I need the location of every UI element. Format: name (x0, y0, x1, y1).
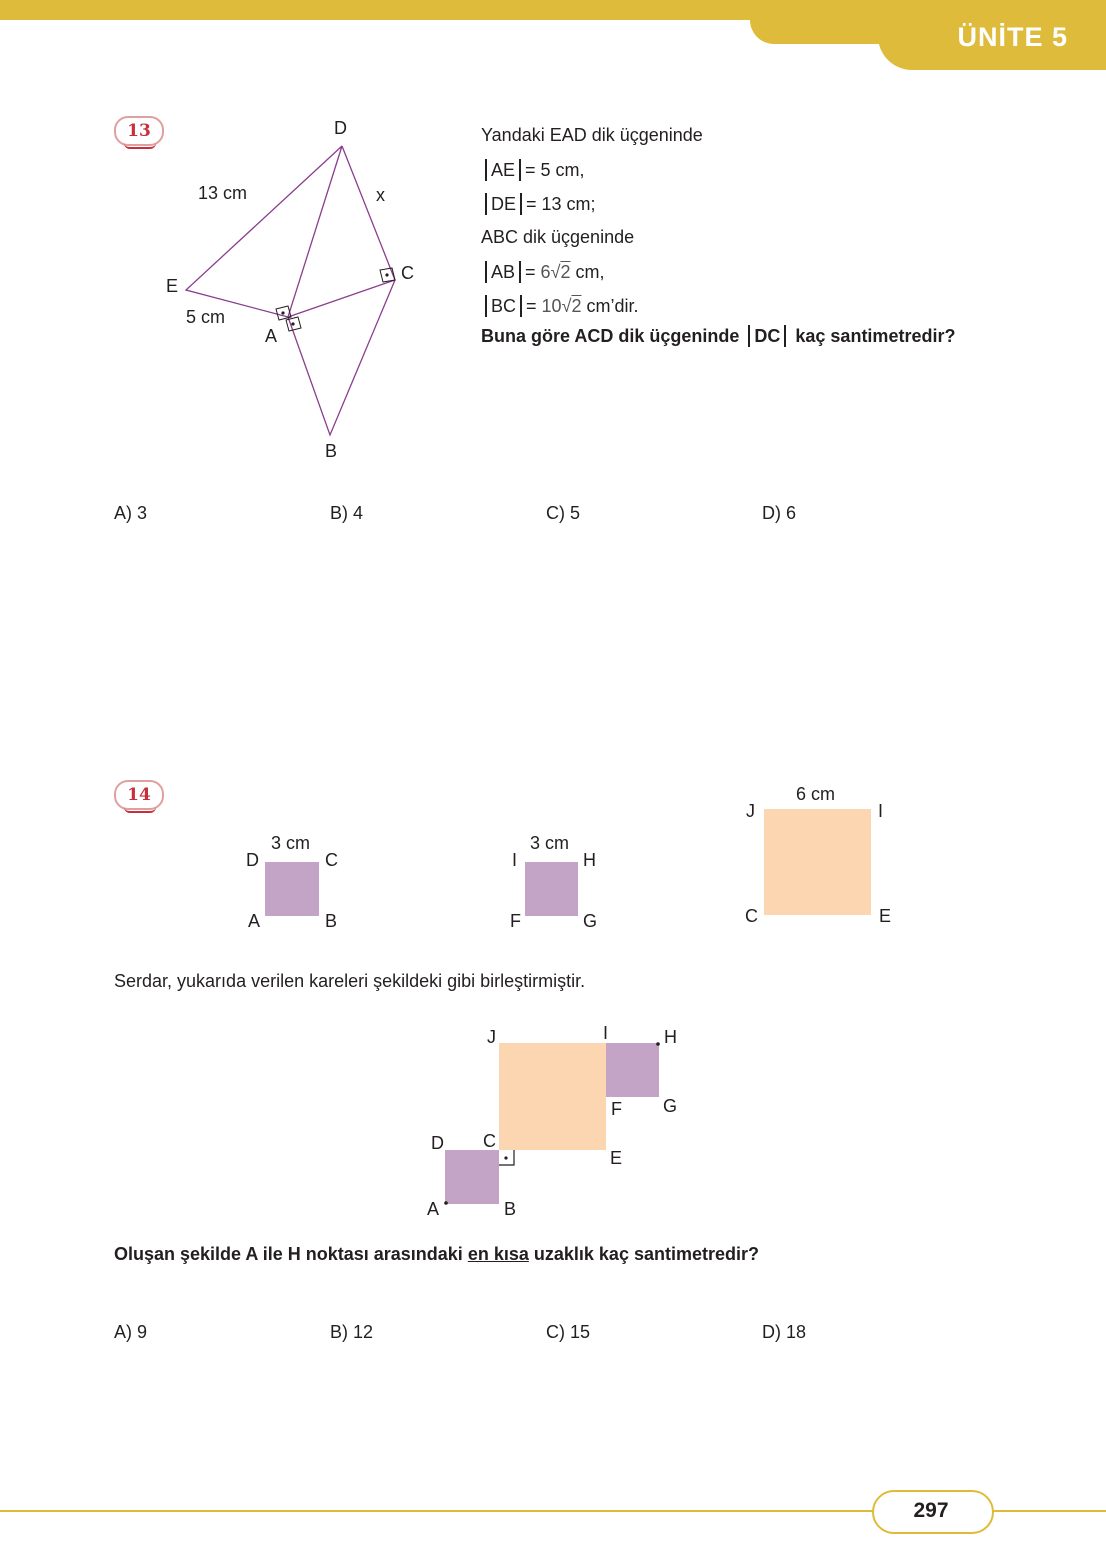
q13-ae-line: AE = 5 cm, (481, 159, 585, 181)
sq1-label-a: A (248, 911, 261, 931)
q13-line1: Yandaki EAD dik üçgeninde (481, 125, 703, 145)
label-b: B (325, 441, 338, 461)
q13-ab-line: AB = 6√2 cm, (481, 261, 604, 283)
label-13cm: 13 cm (198, 183, 248, 203)
combined-label-i: I (603, 1023, 609, 1043)
q14-option-a[interactable]: A) 9 (114, 1322, 148, 1342)
q13-question: Buna göre ACD dik üçgeninde DC kaç santimetredir? (481, 326, 956, 346)
q14-statement: Serdar, yukarıda verilen kareleri şekildeki gibi birleştirmiştir. (114, 971, 586, 991)
sq2-label-g: G (583, 911, 598, 931)
page-number: 297 (913, 1499, 949, 1522)
question-14-number: 14 (114, 780, 164, 810)
unit-label: ÜNİTE 5 (957, 22, 1068, 52)
combined-label-g: G (663, 1096, 678, 1116)
question-13-number: 13 (114, 116, 164, 146)
q14-option-b[interactable]: B) 12 (330, 1322, 374, 1342)
label-x: x (376, 185, 385, 205)
label-5cm: 5 cm (186, 307, 226, 327)
sq3-label-e: E (879, 906, 892, 926)
label-c: C (401, 263, 414, 283)
q13-bc-line: BC = 10√2 cm’dir. (481, 295, 639, 317)
combined-label-e: E (610, 1148, 623, 1168)
label-a: A (265, 326, 278, 346)
q13-option-d[interactable]: D) 6 (762, 503, 797, 523)
sq3-side-label: 6 cm (796, 784, 836, 804)
combined-label-b: B (504, 1199, 517, 1219)
dot-c2 (504, 1156, 507, 1159)
sq3-label-c: C (745, 906, 758, 926)
sq2-label-f: F (510, 911, 521, 931)
sq3-label-j: J (746, 801, 755, 821)
q14-question: Oluşan şekilde A ile H noktası arasındaki en kısa uzaklık kaç santimetredir? (114, 1244, 759, 1264)
footer-line-left (0, 1510, 876, 1512)
sq2-side-label: 3 cm (530, 833, 570, 853)
sq1-side-label: 3 cm (271, 833, 311, 853)
q13-option-a[interactable]: A) 3 (114, 503, 148, 523)
combined-label-c: C (483, 1131, 496, 1151)
q13-option-b[interactable]: B) 4 (330, 503, 364, 523)
q14-option-d[interactable]: D) 18 (762, 1322, 807, 1342)
combined-label-h: H (664, 1027, 677, 1047)
q13-option-c[interactable]: C) 5 (546, 503, 581, 523)
combined-label-d: D (431, 1133, 444, 1153)
combined-label-a: A (427, 1199, 440, 1219)
sq3-label-i: I (878, 801, 884, 821)
q14-option-c[interactable]: C) 15 (546, 1322, 591, 1342)
point-a (444, 1201, 448, 1205)
sq1-label-b: B (325, 911, 338, 931)
combined-label-j: J (487, 1027, 496, 1047)
point-h (656, 1042, 660, 1046)
combined-label-f: F (611, 1099, 622, 1119)
sq1-label-c: C (325, 850, 338, 870)
label-e: E (166, 276, 179, 296)
footer-line-right (988, 1510, 1106, 1512)
label-d: D (334, 118, 347, 138)
q13-line4: ABC dik üçgeninde (481, 227, 635, 247)
q13-de-line: DE = 13 cm; (481, 193, 596, 215)
sq1-label-d: D (246, 850, 259, 870)
sq2-label-i: I (512, 850, 518, 870)
sq2-label-h: H (583, 850, 596, 870)
